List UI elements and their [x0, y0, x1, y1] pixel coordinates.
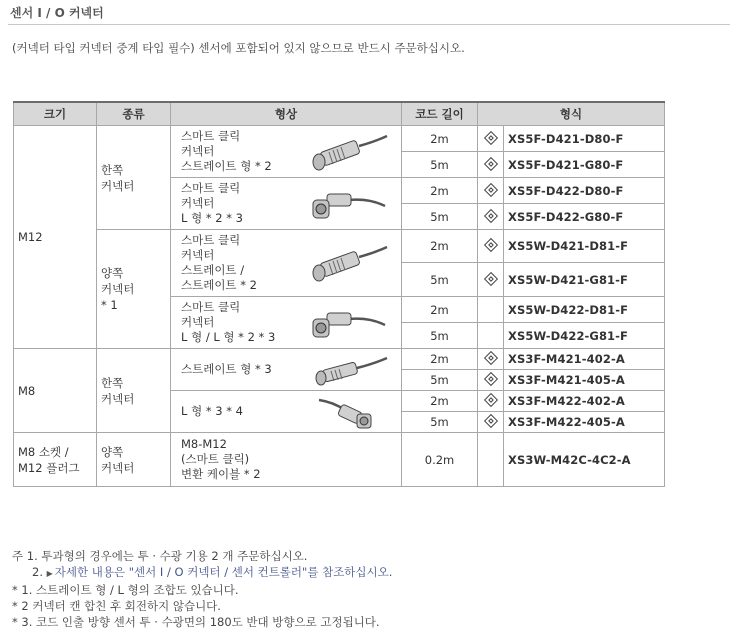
length-cell: 2m: [402, 349, 478, 370]
length-cell: 2m: [402, 178, 478, 204]
stock-symbol-cell-empty: [478, 323, 504, 349]
l-l-connector-image: [299, 303, 389, 343]
shape-cell: [171, 433, 402, 487]
table-row: [14, 349, 665, 370]
shape-label: 커넥터: [181, 196, 215, 210]
double-diamond-icon: [483, 372, 497, 386]
header-length: 코드 길이: [402, 102, 478, 126]
stock-symbol-cell: [478, 178, 504, 204]
length-cell: 5m: [402, 263, 478, 297]
shape-label: 스마트 클릭: [181, 233, 241, 247]
note-2-number: 2.: [32, 565, 43, 579]
shape-label: 스트레이트 형 * 3: [181, 362, 272, 376]
model-cell: XS3W-M42C-4C2-A: [504, 433, 665, 487]
kind-label: 한쪽: [101, 375, 124, 390]
stock-symbol-cell-empty: [478, 297, 504, 323]
double-diamond-icon: [483, 351, 497, 365]
size-cell-m8: M8: [14, 349, 97, 433]
shape-label: L 형 / L 형 * 2 * 3: [181, 330, 276, 344]
double-diamond-icon: [483, 414, 497, 428]
note-2-link[interactable]: 자세한 내용은 "센서 I / O 커넥터 / 센서 컨트롤러"를 참조하십시오.: [54, 565, 393, 579]
stock-symbol-cell: [478, 412, 504, 433]
model-cell: XS5F-D422-D80-F: [504, 178, 665, 204]
length-cell: 2m: [402, 391, 478, 412]
shape-label: 커넥터: [181, 315, 215, 329]
shape-label: (스마트 클릭): [181, 452, 250, 466]
shape-label: 스마트 클릭: [181, 300, 241, 314]
stock-symbol-cell-empty: [478, 433, 504, 487]
note-2: [12, 564, 392, 582]
shape-label: 스마트 클릭: [181, 181, 241, 195]
header-size: 크기: [14, 102, 97, 126]
shape-cell: [171, 126, 402, 178]
header-kind: 종류: [97, 102, 171, 126]
straight-straight-connector-image: [299, 243, 389, 283]
kind-label: 커넥터: [101, 460, 135, 475]
size-label: M12 플러그: [18, 460, 80, 475]
table-row: [14, 230, 665, 263]
size-cell-m8-m12: [14, 433, 97, 487]
length-cell: 2m: [402, 297, 478, 323]
double-diamond-icon: [483, 156, 497, 170]
l-type-connector-image: [299, 184, 389, 224]
model-cell: XS3F-M422-402-A: [504, 391, 665, 412]
model-cell: XS5F-D422-G80-F: [504, 204, 665, 230]
kind-cell-both-sides: [97, 433, 171, 487]
model-cell: XS5F-D421-G80-F: [504, 152, 665, 178]
model-cell: XS3F-M421-405-A: [504, 370, 665, 391]
shape-cell: [171, 178, 402, 230]
double-diamond-icon: [483, 182, 497, 196]
note-4: * 2 커넥터 캔 합친 후 회전하지 않습니다.: [12, 599, 221, 613]
double-diamond-icon: [483, 271, 497, 285]
table-row: [14, 433, 665, 487]
kind-label: 커넥터: [101, 282, 135, 296]
model-cell: XS5F-D421-D80-F: [504, 126, 665, 152]
length-cell: 5m: [402, 370, 478, 391]
double-diamond-icon: [483, 393, 497, 407]
length-cell: 5m: [402, 152, 478, 178]
shape-label: 커넥터: [181, 248, 215, 262]
kind-label: * 1: [101, 298, 118, 312]
double-diamond-icon: [483, 238, 497, 252]
double-diamond-icon: [483, 208, 497, 222]
stock-symbol-cell: [478, 204, 504, 230]
shape-cell: [171, 297, 402, 349]
kind-label: 커넥터: [101, 391, 135, 406]
shape-label: 스트레이트 형 * 2: [181, 159, 272, 173]
shape-label: L 형 * 3 * 4: [181, 404, 243, 418]
note-3: * 1. 스트레이트 형 / L 형의 조합도 있습니다.: [12, 583, 239, 597]
arrow-right-icon: ▶: [46, 569, 53, 578]
note-1: 주 1. 투과형의 경우에는 투 · 수광 기용 2 개 주문하십시오.: [12, 549, 308, 563]
model-cell: XS3F-M422-405-A: [504, 412, 665, 433]
kind-cell-both-sides: [97, 230, 171, 349]
size-label: M8 소켓 /: [18, 444, 69, 459]
length-cell: 5m: [402, 204, 478, 230]
length-cell: 2m: [402, 230, 478, 263]
model-cell: XS5W-D422-D81-F: [504, 297, 665, 323]
length-cell: 5m: [402, 412, 478, 433]
size-cell-m12: M12: [14, 126, 97, 349]
shape-cell: [171, 230, 402, 297]
length-cell: 0.2m: [402, 433, 478, 487]
section-title: 센서 I / O 커넥터: [8, 4, 730, 25]
stock-symbol-cell: [478, 263, 504, 297]
kind-label: 커넥터: [101, 178, 135, 193]
shape-cell: [171, 349, 402, 391]
header-shape: 형상: [171, 102, 402, 126]
note-5: * 3. 코드 인출 방향 센서 투 · 수광면의 180도 반대 방향으로 고정됩니다.: [12, 615, 380, 629]
model-cell: XS5W-D421-G81-F: [504, 263, 665, 297]
straight-connector-image: [299, 132, 389, 172]
table-row: [14, 126, 665, 152]
stock-symbol-cell: [478, 391, 504, 412]
shape-label: 스마트 클릭: [181, 129, 241, 143]
stock-symbol-cell: [478, 370, 504, 391]
kind-label: 양쪽: [101, 444, 124, 459]
m8-straight-connector-image: [299, 350, 389, 390]
length-cell: 5m: [402, 323, 478, 349]
m8-l-type-connector-image: [299, 392, 389, 432]
stock-symbol-cell: [478, 230, 504, 263]
table-header-row: [14, 102, 665, 126]
notes-section: [12, 548, 392, 630]
stock-symbol-cell: [478, 349, 504, 370]
model-cell: XS3F-M421-402-A: [504, 349, 665, 370]
shape-label: 커넥터: [181, 144, 215, 158]
shape-label: L 형 * 2 * 3: [181, 211, 243, 225]
kind-cell-one-side: [97, 126, 171, 230]
kind-label: 양쪽: [101, 266, 124, 280]
stock-symbol-cell: [478, 126, 504, 152]
header-model: 형식: [478, 102, 665, 126]
shape-label: 스트레이트 * 2: [181, 278, 257, 292]
shape-label: 스트레이트 /: [181, 263, 245, 277]
model-cell: XS5W-D422-G81-F: [504, 323, 665, 349]
double-diamond-icon: [483, 130, 497, 144]
shape-label: 변환 케이블 * 2: [181, 467, 261, 481]
connector-spec-table: [13, 101, 665, 487]
length-cell: 2m: [402, 126, 478, 152]
shape-label: M8-M12: [181, 437, 227, 451]
shape-cell: [171, 391, 402, 433]
kind-cell-one-side: [97, 349, 171, 433]
model-cell: XS5W-D421-D81-F: [504, 230, 665, 263]
stock-symbol-cell: [478, 152, 504, 178]
intro-text: (커넥터 타입 커넥터 중계 타입 필수) 센서에 포함되어 있지 않으므로 반드시 주문하십시오.: [12, 41, 465, 55]
kind-label: 한쪽: [101, 162, 124, 177]
